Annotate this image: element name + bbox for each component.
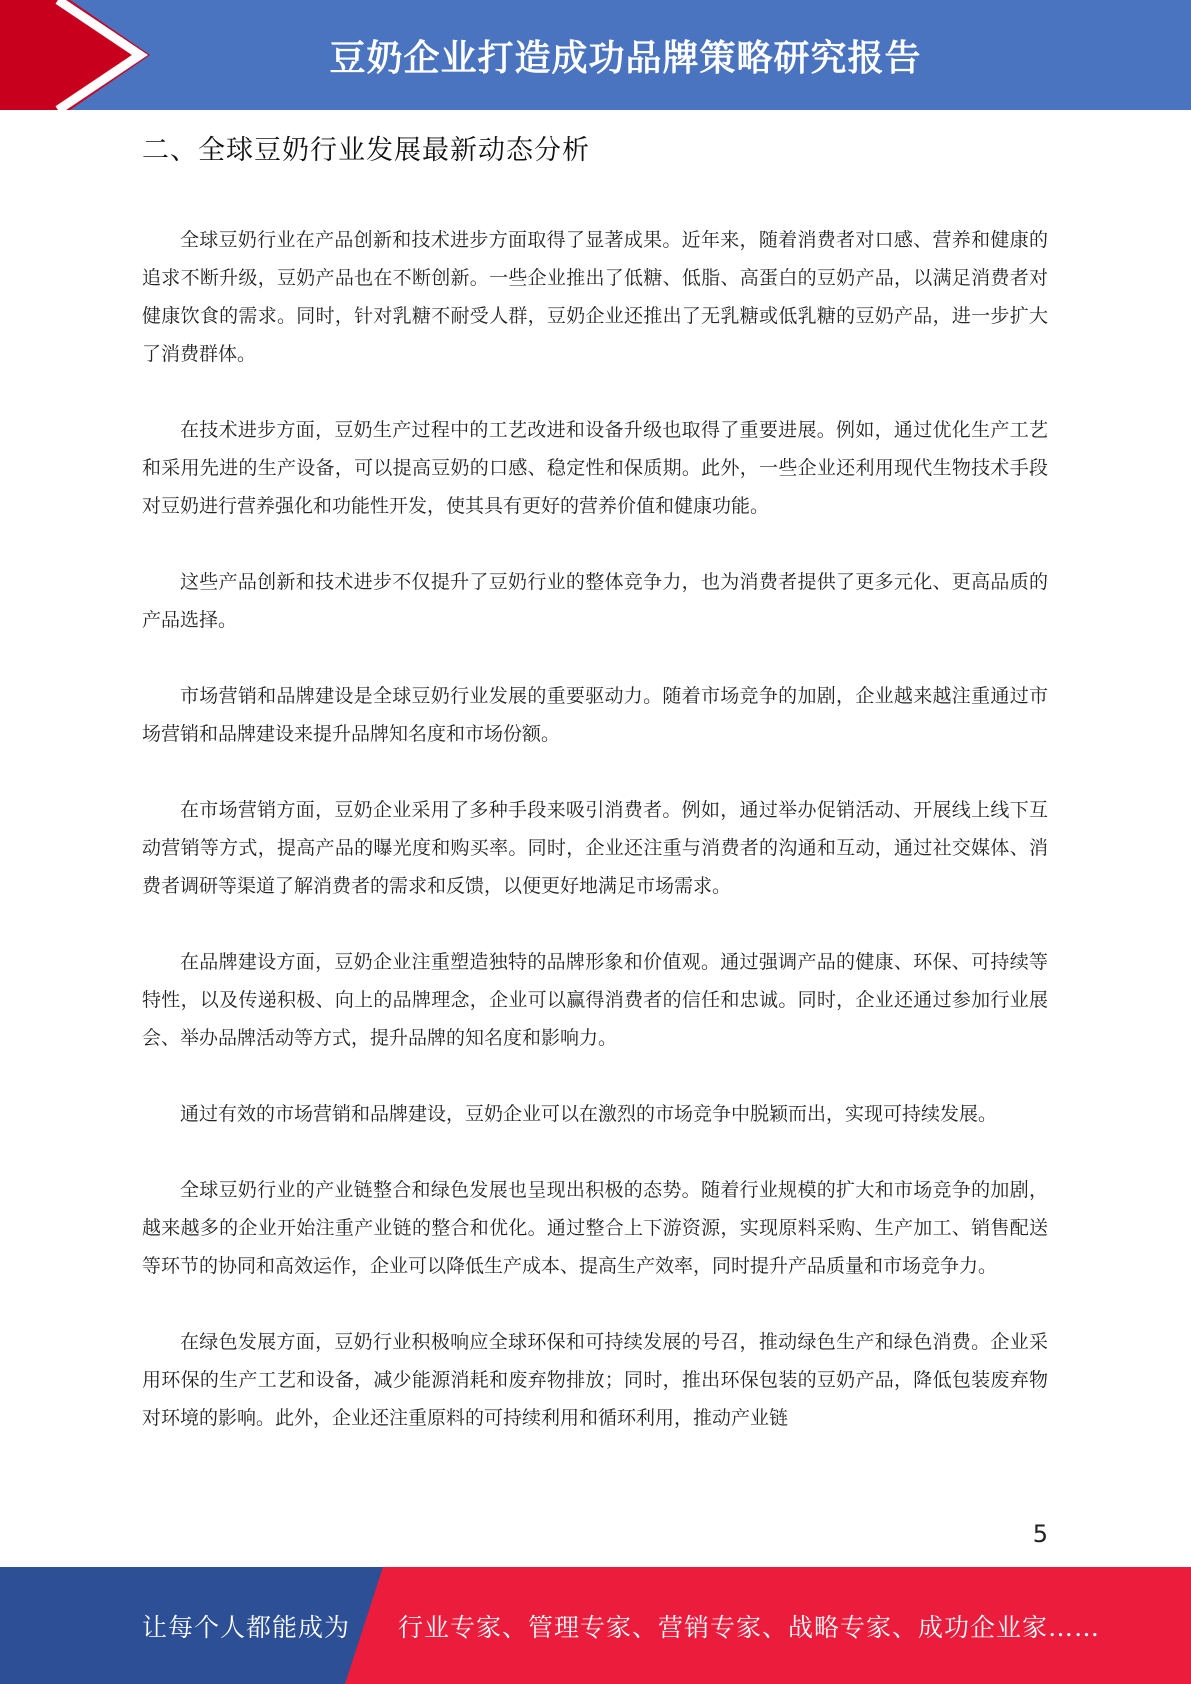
page-number: 5: [1032, 1520, 1048, 1548]
footer-slogan-left: 让每个人都能成为: [142, 1612, 351, 1642]
paragraph: 在市场营销方面，豆奶企业采用了多种手段来吸引消费者。例如，通过举办促销活动、开展线上线下互动营销等方式，提高产品的曝光度和购买率。同时，企业还注重与消费者的沟通和互动，通过社交媒体、消费者调研等渠道了解消费者的需求和反馈，以便更好地满足市场需求。: [142, 799, 1048, 897]
page-header: [0, 0, 1191, 110]
paragraph: 通过有效的市场营销和品牌建设，豆奶企业可以在激烈的市场竞争中脱颖而出，实现可持续发展。: [180, 1103, 998, 1125]
paragraph: 在绿色发展方面，豆奶行业积极响应全球环保和可持续发展的号召，推动绿色生产和绿色消费。企业采用环保的生产工艺和设备，减少能源消耗和废弃物排放；同时，推出环保包装的豆奶产品，降低包装废弃物对环境的影响。此外，企业还注重原料的可持续利用和循环利用，推动产业链: [142, 1331, 1048, 1429]
paragraph: 这些产品创新和技术进步不仅提升了豆奶行业的整体竞争力，也为消费者提供了更多元化、更高品质的产品选择。: [142, 571, 1048, 631]
section-heading: 二、全球豆奶行业发展最新动态分析: [142, 135, 590, 166]
paragraph: 在品牌建设方面，豆奶企业注重塑造独特的品牌形象和价值观。通过强调产品的健康、环保、可持续等特性，以及传递积极、向上的品牌理念，企业可以赢得消费者的信任和忠诚。同时，企业还通过参加行业展会、举办品牌活动等方式，提升品牌的知名度和影响力。: [142, 951, 1048, 1049]
report-title: 豆奶企业打造成功品牌策略研究报告: [329, 37, 922, 79]
page-footer: [0, 1567, 1191, 1684]
paragraph: 全球豆奶行业在产品创新和技术进步方面取得了显著成果。近年来，随着消费者对口感、营养和健康的追求不断升级，豆奶产品也在不断创新。一些企业推出了低糖、低脂、高蛋白的豆奶产品，以满足消费者对健康饮食的需求。同时，针对乳糖不耐受人群，豆奶企业还推出了无乳糖或低乳糖的豆奶产品，进一步扩大了消费群体。: [142, 229, 1048, 365]
paragraph: 市场营销和品牌建设是全球豆奶行业发展的重要驱动力。随着市场竞争的加剧，企业越来越注重通过市场营销和品牌建设来提升品牌知名度和市场份额。: [142, 685, 1048, 745]
footer-slogan-right: 行业专家、管理专家、营销专家、战略专家、成功企业家……: [398, 1612, 1101, 1642]
paragraph: 在技术进步方面，豆奶生产过程中的工艺改进和设备升级也取得了重要进展。例如，通过优化生产工艺和采用先进的生产设备，可以提高豆奶的口感、稳定性和保质期。此外，一些企业还利用现代生物技术手段对豆奶进行营养强化和功能性开发，使其具有更好的营养价值和健康功能。: [142, 419, 1048, 517]
paragraph: 全球豆奶行业的产业链整合和绿色发展也呈现出积极的态势。随着行业规模的扩大和市场竞争的加剧，越来越多的企业开始注重产业链的整合和优化。通过整合上下游资源，实现原料采购、生产加工、销售配送等环节的协同和高效运作，企业可以降低生产成本、提高生产效率，同时提升产品质量和市场竞争力。: [142, 1179, 1048, 1277]
body-text: [142, 221, 1048, 1475]
